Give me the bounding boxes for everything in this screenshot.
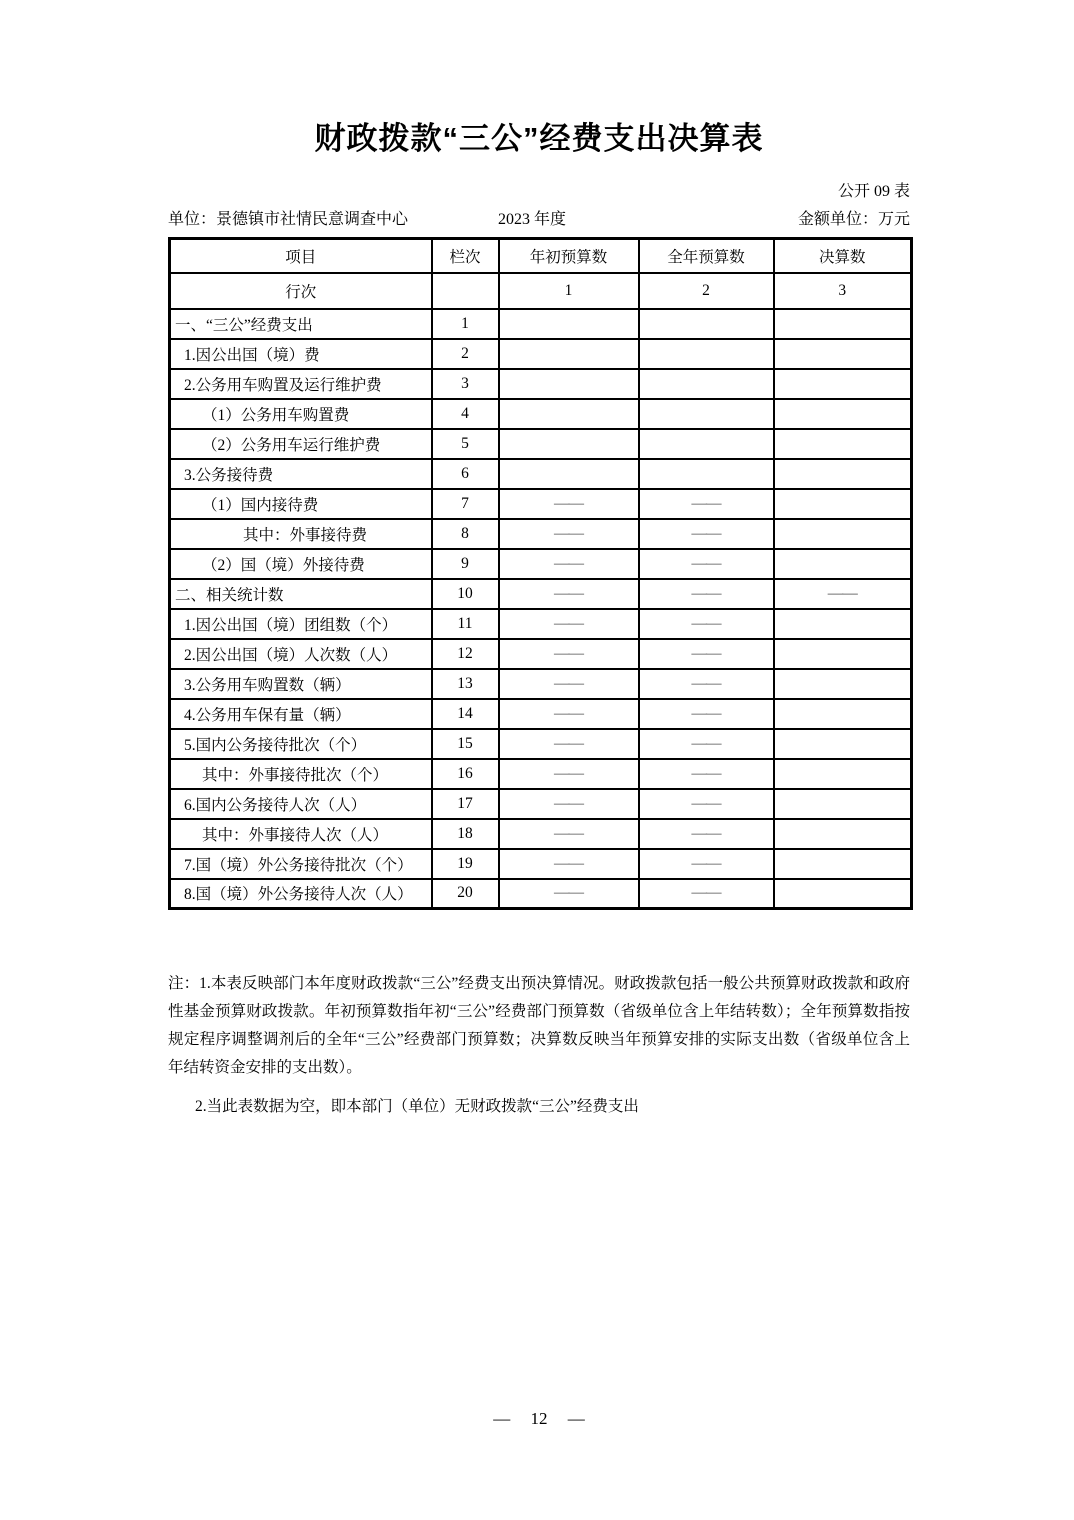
cell-final-accounts [774, 549, 912, 579]
table-row [170, 699, 912, 729]
cell-initial-budget: —— [499, 579, 639, 609]
cell-initial-budget: —— [499, 549, 639, 579]
row-item-label: 6.国内公务接待人次（人） [170, 789, 432, 819]
row-line-number: 5 [432, 429, 499, 459]
cell-final-accounts [774, 789, 912, 819]
table-row [170, 639, 912, 669]
table-row [170, 309, 912, 339]
table-row [170, 489, 912, 519]
cell-initial-budget: —— [499, 849, 639, 879]
table-header-row [170, 239, 912, 273]
cell-annual-budget [639, 339, 774, 369]
row-line-number: 6 [432, 459, 499, 489]
notes-section [168, 970, 910, 1121]
cell-initial-budget: —— [499, 639, 639, 669]
table-row [170, 759, 912, 789]
table-row [170, 399, 912, 429]
row-line-number: 4 [432, 399, 499, 429]
row-line-number: 17 [432, 789, 499, 819]
cell-annual-budget: —— [639, 579, 774, 609]
doc-code: 公开 09 表 [837, 183, 910, 200]
row-item-label: 2.公务用车购置及运行维护费 [170, 369, 432, 399]
row-line-number: 13 [432, 669, 499, 699]
cell-initial-budget: —— [499, 879, 639, 909]
cell-final-accounts [774, 309, 912, 339]
table-row [170, 789, 912, 819]
col-header-initial-budget: 年初预算数 [499, 239, 639, 273]
row-line-number: 10 [432, 579, 499, 609]
row-line-number: 1 [432, 309, 499, 339]
table-row [170, 339, 912, 369]
row-item-label: 8.国（境）外公务接待人次（人） [170, 879, 432, 909]
row-item-label: 3.公务用车购置数（辆） [170, 669, 432, 699]
cell-final-accounts [774, 849, 912, 879]
row-line-number: 12 [432, 639, 499, 669]
table-row [170, 519, 912, 549]
row-item-label: 7.国（境）外公务接待批次（个） [170, 849, 432, 879]
table-row [170, 849, 912, 879]
col-header-column-index: 栏次 [432, 239, 499, 273]
row-item-label: 其中：外事接待费 [170, 519, 432, 549]
cell-final-accounts: —— [774, 579, 912, 609]
cell-initial-budget [499, 429, 639, 459]
row-line-number: 7 [432, 489, 499, 519]
cell-annual-budget: —— [639, 759, 774, 789]
cell-initial-budget: —— [499, 489, 639, 519]
cell-initial-budget: —— [499, 519, 639, 549]
row-line-number: 2 [432, 339, 499, 369]
cell-final-accounts [774, 879, 912, 909]
cell-initial-budget [499, 339, 639, 369]
subheader-empty-cell [432, 273, 499, 309]
cell-initial-budget: —— [499, 669, 639, 699]
table-row [170, 579, 912, 609]
cell-initial-budget: —— [499, 789, 639, 819]
row-line-number: 15 [432, 729, 499, 759]
table-row [170, 729, 912, 759]
cell-annual-budget: —— [639, 879, 774, 909]
row-item-label: （2）国（境）外接待费 [170, 549, 432, 579]
row-item-label: 1.因公出国（境）费 [170, 339, 432, 369]
row-item-label: 4.公务用车保有量（辆） [170, 699, 432, 729]
col-header-final-accounts: 决算数 [774, 239, 912, 273]
cell-final-accounts [774, 609, 912, 639]
cell-initial-budget [499, 309, 639, 339]
subheader-col-number-1: 1 [499, 273, 639, 309]
table-row [170, 429, 912, 459]
cell-initial-budget: —— [499, 699, 639, 729]
cell-final-accounts [774, 759, 912, 789]
row-item-label: 1.因公出国（境）团组数（个） [170, 609, 432, 639]
row-item-label: 其中：外事接待批次（个） [170, 759, 432, 789]
row-line-number: 19 [432, 849, 499, 879]
cell-annual-budget [639, 429, 774, 459]
cell-annual-budget: —— [639, 669, 774, 699]
row-item-label: （1）国内接待费 [170, 489, 432, 519]
cell-final-accounts [774, 819, 912, 849]
col-header-item: 项目 [170, 239, 432, 273]
row-item-label: 二、相关统计数 [170, 579, 432, 609]
table-row [170, 459, 912, 489]
cell-annual-budget: —— [639, 609, 774, 639]
cell-final-accounts [774, 699, 912, 729]
cell-annual-budget: —— [639, 789, 774, 819]
cell-annual-budget [639, 309, 774, 339]
row-line-number: 18 [432, 819, 499, 849]
cell-annual-budget: —— [639, 519, 774, 549]
row-line-number: 14 [432, 699, 499, 729]
amount-unit: 金额单位：万元 [797, 211, 910, 228]
cell-final-accounts [774, 429, 912, 459]
cell-final-accounts [774, 339, 912, 369]
cell-final-accounts [774, 459, 912, 489]
row-line-number: 9 [432, 549, 499, 579]
cell-annual-budget [639, 369, 774, 399]
cell-initial-budget [499, 369, 639, 399]
subheader-col-number-3: 3 [774, 273, 912, 309]
subheader-col-number-2: 2 [639, 273, 774, 309]
cell-initial-budget: —— [499, 819, 639, 849]
note-2: 2.当此表数据为空，即本部门（单位）无财政拨款“三公”经费支出 [195, 1098, 639, 1115]
cell-initial-budget [499, 399, 639, 429]
cell-initial-budget: —— [499, 729, 639, 759]
table-row [170, 879, 912, 909]
row-line-number: 3 [432, 369, 499, 399]
cell-initial-budget: —— [499, 759, 639, 789]
cell-annual-budget: —— [639, 489, 774, 519]
row-line-number: 11 [432, 609, 499, 639]
row-item-label: （2）公务用车运行维护费 [170, 429, 432, 459]
cell-annual-budget: —— [639, 849, 774, 879]
page-number: — 12 — [493, 1409, 585, 1428]
note-1: 注：1.本表反映部门本年度财政拨款“三公”经费支出预决算情况。财政拨款包括一般公共预算财政拨款和政府性基金预算财政拨款。年初预算数指年初“三公”经费部门预算数（省级单位含上年结转数）；全年预算数指按规定程序调整调剂后的全年“三公”经费部门预算数；决算数反映当年预算安排的实际支出数（省级单位含上年结转资金安排的支出数）。 [168, 975, 910, 1076]
cell-final-accounts [774, 669, 912, 699]
cell-initial-budget [499, 459, 639, 489]
cell-final-accounts [774, 369, 912, 399]
row-item-label: 3.公务接待费 [170, 459, 432, 489]
cell-final-accounts [774, 489, 912, 519]
cell-final-accounts [774, 729, 912, 759]
fiscal-year: 2023 年度 [498, 211, 567, 228]
row-item-label: （1）公务用车购置费 [170, 399, 432, 429]
table-subheader-row [170, 273, 912, 309]
table-row [170, 609, 912, 639]
table-body [170, 309, 912, 909]
cell-annual-budget: —— [639, 699, 774, 729]
three-public-expense-table [168, 237, 913, 910]
table-row [170, 549, 912, 579]
cell-initial-budget: —— [499, 609, 639, 639]
table-row [170, 669, 912, 699]
row-item-label: 其中：外事接待人次（人） [170, 819, 432, 849]
cell-annual-budget: —— [639, 549, 774, 579]
cell-annual-budget: —— [639, 729, 774, 759]
table-row [170, 819, 912, 849]
unit-label: 单位：景德镇市社情民意调查中心 [168, 211, 409, 228]
cell-annual-budget [639, 399, 774, 429]
col-header-annual-budget: 全年预算数 [639, 239, 774, 273]
meta-row [168, 207, 910, 233]
row-line-number: 16 [432, 759, 499, 789]
page-title: 财政拨款“三公”经费支出决算表 [314, 121, 764, 156]
cell-annual-budget [639, 459, 774, 489]
row-item-label: 2.因公出国（境）人次数（人） [170, 639, 432, 669]
row-item-label: 5.国内公务接待批次（个） [170, 729, 432, 759]
cell-final-accounts [774, 519, 912, 549]
row-index-label: 行次 [170, 273, 432, 309]
cell-final-accounts [774, 399, 912, 429]
cell-annual-budget: —— [639, 639, 774, 669]
cell-annual-budget: —— [639, 819, 774, 849]
row-line-number: 20 [432, 879, 499, 909]
row-item-label: 一、“三公”经费支出 [170, 309, 432, 339]
table-row [170, 369, 912, 399]
row-line-number: 8 [432, 519, 499, 549]
cell-final-accounts [774, 639, 912, 669]
